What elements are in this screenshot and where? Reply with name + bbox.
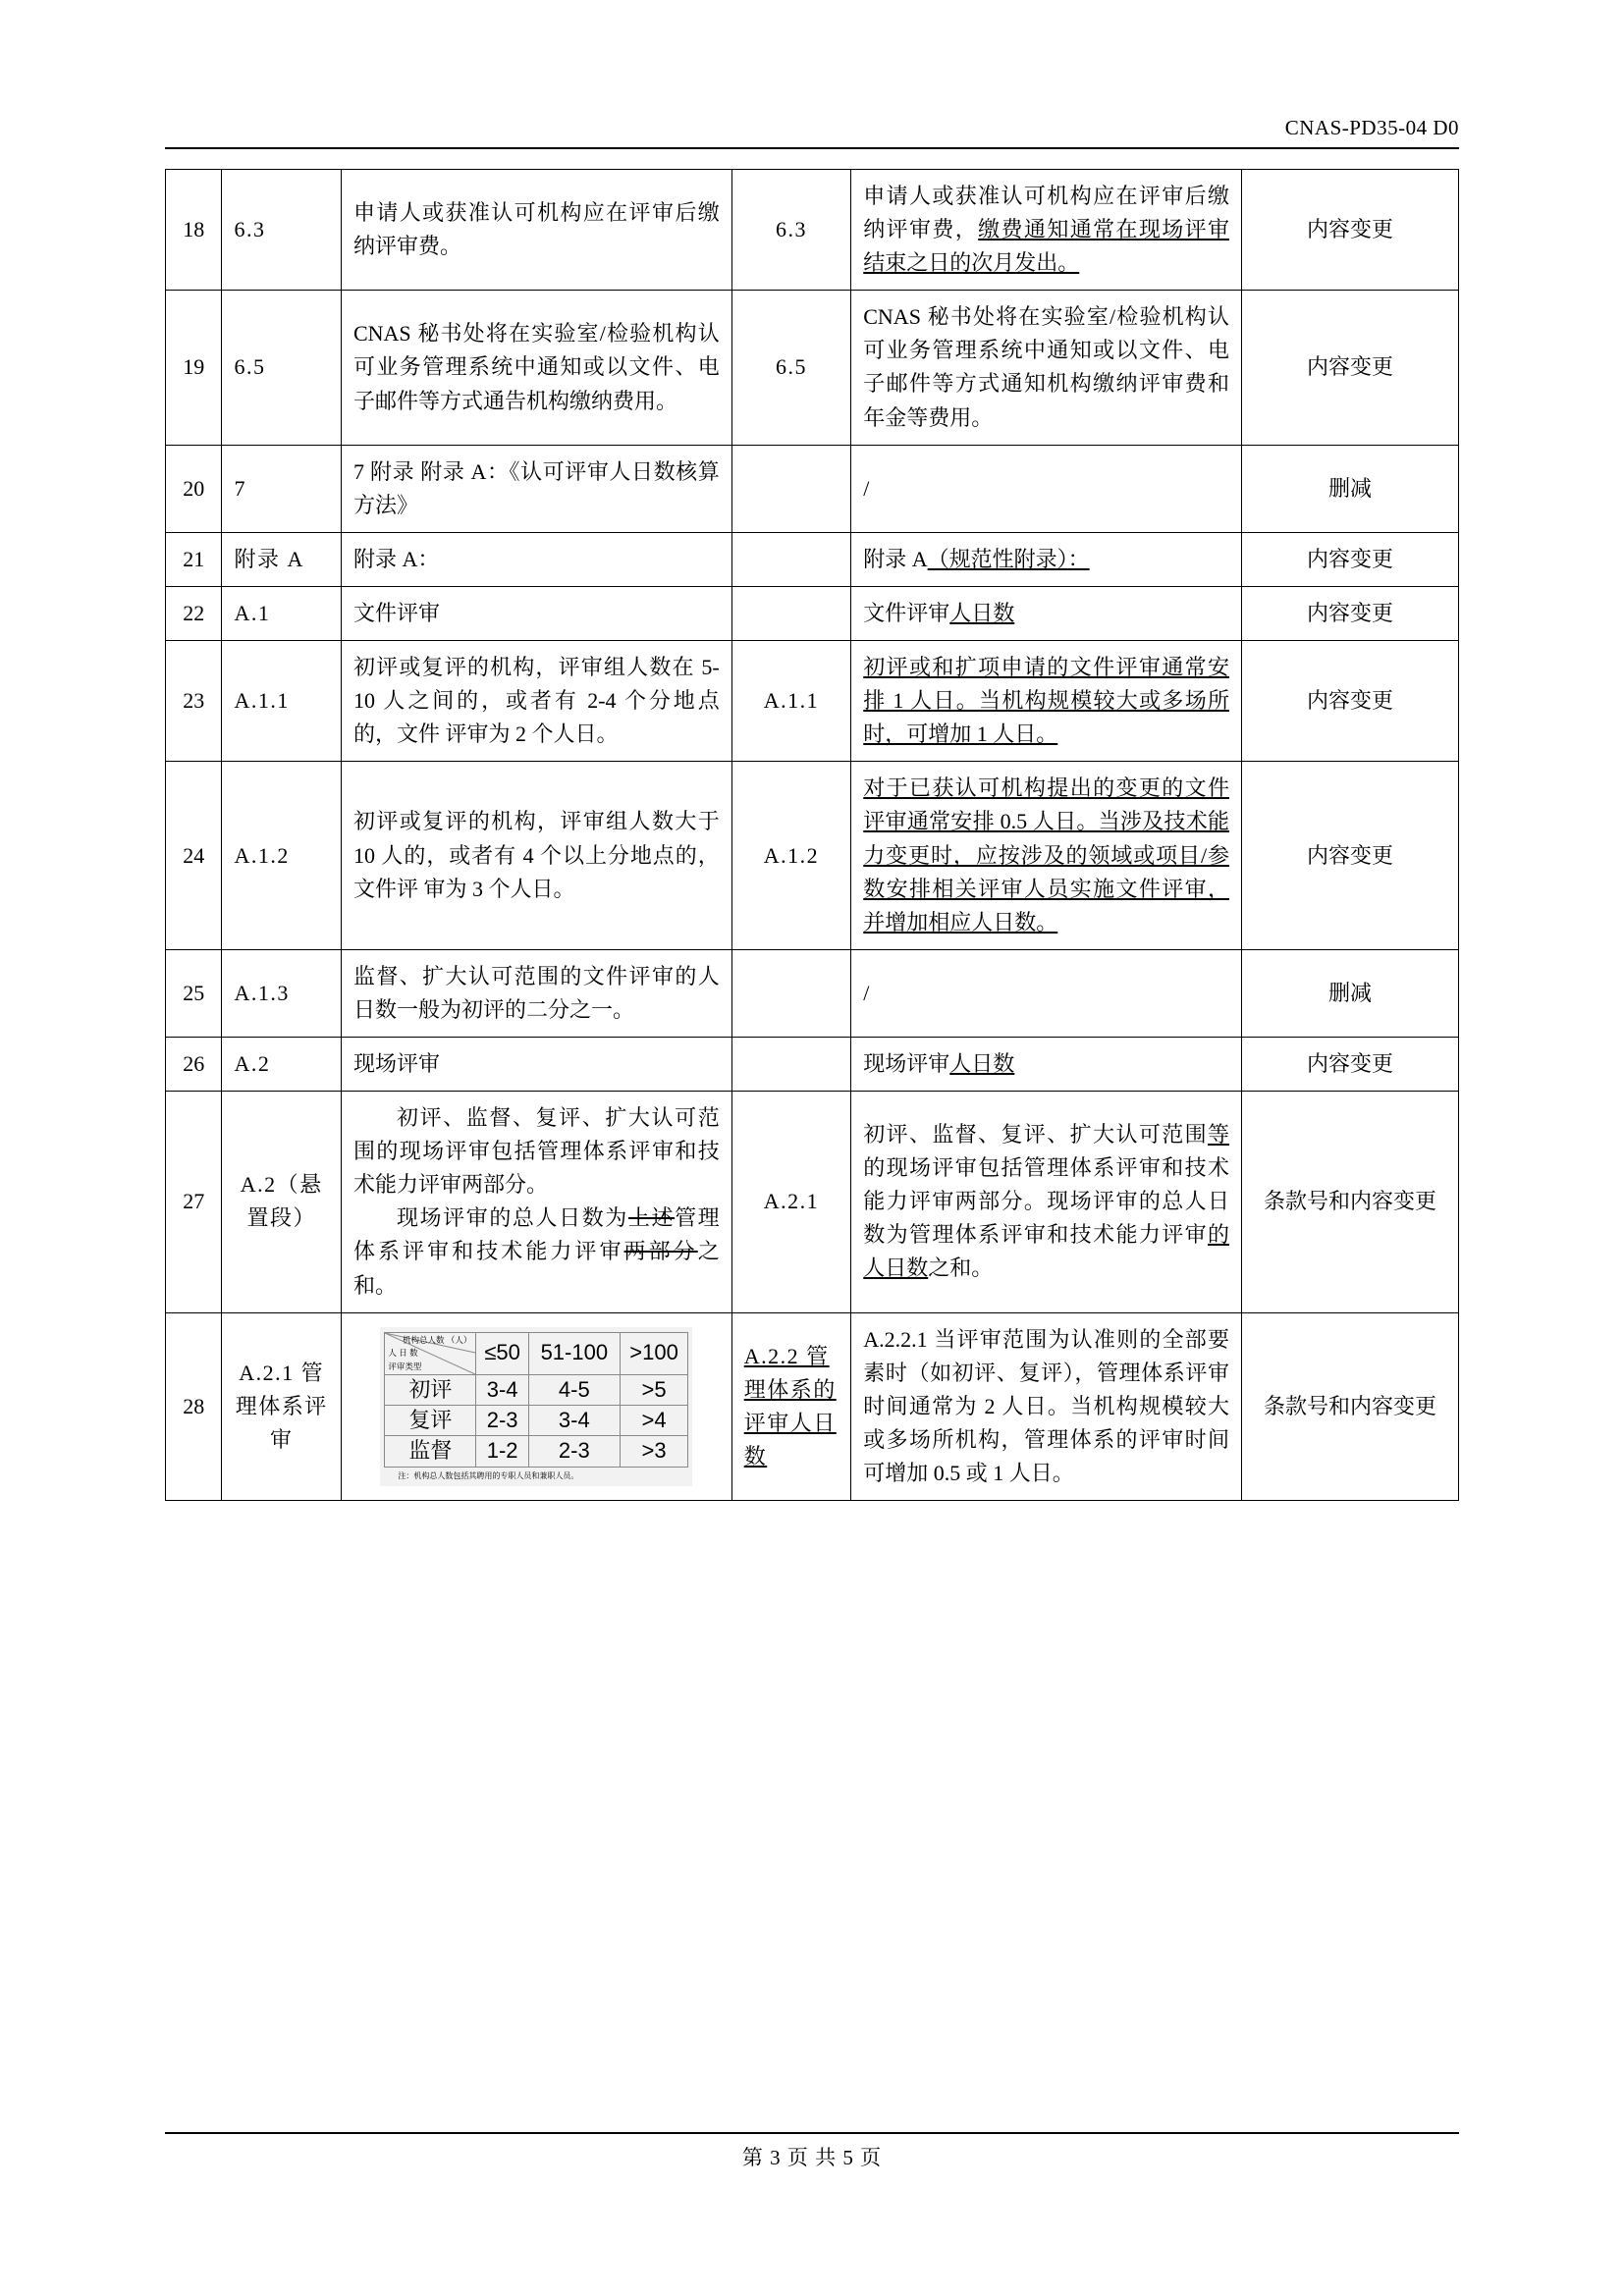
table-row: [166, 170, 1459, 291]
row-number: 27: [166, 1092, 222, 1313]
old-clause: 附录 A: [222, 532, 342, 586]
figure-row-label: 监督: [385, 1436, 476, 1467]
old-clause: 7: [222, 445, 342, 532]
figure-cell: 2-3: [528, 1436, 620, 1467]
new-text: CNAS 秘书处将在实验室/检验机构认可业务管理系统中通知或以文件、电子邮件等方式通知机构缴纳评审费和年金等费用。: [851, 291, 1242, 445]
figure-cell: >5: [620, 1374, 688, 1405]
row-number: 25: [166, 949, 222, 1037]
figure-cell: 3-4: [476, 1374, 529, 1405]
figure-corner-bottom: 评审类型: [388, 1362, 422, 1372]
new-text: 对于已获认可机构提出的变更的文件评审通常安排 0.5 人日。当涉及技术能力变更时，应按涉及的领域或项目/参数安排相关评审人员实施文件评审，并增加相应人日数。: [851, 762, 1242, 949]
row-number: 24: [166, 762, 222, 949]
table-row: [166, 641, 1459, 762]
revision-table: [165, 169, 1459, 1501]
old-text: 初评、监督、复评、扩大认可范围的现场评审包括管理体系评审和技术能力评审两部分。 现场评审的总人日数为上述管理体系评审和技术能力评审两部分之和。: [341, 1092, 731, 1313]
figure-corner-top: 机构总人数 （人）: [402, 1334, 472, 1345]
new-text: 文件评审人日数: [851, 586, 1242, 640]
row-number: 26: [166, 1037, 222, 1091]
new-clause: A.1.1: [731, 641, 851, 762]
figure-col-header: 51-100: [528, 1332, 620, 1374]
change-type: 内容变更: [1242, 1037, 1459, 1091]
page-footer: 第 3 页 共 5 页: [741, 2146, 883, 2169]
new-clause: A.2.1: [731, 1092, 851, 1313]
change-type: 删减: [1242, 445, 1459, 532]
table-row: [166, 762, 1459, 949]
figure-row-label: 复评: [385, 1405, 476, 1435]
figure-cell: 2-3: [476, 1405, 529, 1435]
old-clause: A.1.2: [222, 762, 342, 949]
row-number: 18: [166, 170, 222, 291]
header-divider: [165, 147, 1459, 149]
change-type: 内容变更: [1242, 586, 1459, 640]
figure-row: [385, 1436, 688, 1467]
old-clause: 6.3: [222, 170, 342, 291]
new-clause: [731, 532, 851, 586]
figure-cell: 1-2: [476, 1436, 529, 1467]
old-text: 文件评审: [341, 586, 731, 640]
old-text: 7 附录 附录 A：《认可评审人日数核算方法》: [341, 445, 731, 532]
old-clause: A.2.1 管理体系评审: [222, 1312, 342, 1500]
old-text: 监督、扩大认可范围的文件评审的人日数一般为初评的二分之一。: [341, 949, 731, 1037]
old-text: 初评或复评的机构，评审组人数大于 10 人的，或者有 4 个以上分地点的，文件评 审为 3 个人日。: [341, 762, 731, 949]
new-text: A.2.2.1 当评审范围为认准则的全部要素时（如初评、复评），管理体系评审时间通常为 2 人日。当机构规模较大或多场所机构，管理体系的评审时间可增加 0.5 或 1 人日。: [851, 1312, 1242, 1500]
change-type: 条款号和内容变更: [1242, 1312, 1459, 1500]
figure-col-header: ≤50: [476, 1332, 529, 1374]
row-number: 23: [166, 641, 222, 762]
change-type: 内容变更: [1242, 532, 1459, 586]
change-type: 内容变更: [1242, 291, 1459, 445]
new-text: /: [851, 445, 1242, 532]
old-text: 初评或复评的机构，评审组人数在 5-10 人之间的，或者有 2-4 个分地点的，文件 评审为 2 个人日。: [341, 641, 731, 762]
figure-row: [385, 1405, 688, 1435]
footer-divider: [165, 2132, 1459, 2134]
figure-cell: 3-4: [528, 1405, 620, 1435]
change-type: 条款号和内容变更: [1242, 1092, 1459, 1313]
new-clause: [731, 949, 851, 1037]
row-number: 22: [166, 586, 222, 640]
row-number: 20: [166, 445, 222, 532]
new-clause: 6.3: [731, 170, 851, 291]
table-row: [166, 1037, 1459, 1091]
figure-corner-mid: 人 日 数: [388, 1347, 418, 1358]
figure-cell: >3: [620, 1436, 688, 1467]
table-row: [166, 1312, 1459, 1500]
table-row: [166, 445, 1459, 532]
figure-col-header: >100: [620, 1332, 688, 1374]
figure-note: 注：机构总人数包括其聘用的专职人员和兼职人员。: [398, 1470, 579, 1480]
old-text: 申请人或获准认可机构应在评审后缴纳评审费。: [341, 170, 731, 291]
old-clause: A.1: [222, 586, 342, 640]
person-day-figure-table: [384, 1332, 688, 1468]
new-text: /: [851, 949, 1242, 1037]
new-text: 申请人或获准认可机构应在评审后缴纳评审费，缴费通知通常在现场评审结束之日的次月发出。: [851, 170, 1242, 291]
old-clause: 6.5: [222, 291, 342, 445]
page-header: CNAS-PD35-04 D0: [1284, 116, 1459, 139]
new-text: 附录 A（规范性附录）：: [851, 532, 1242, 586]
figure-corner-cell: [385, 1332, 476, 1374]
change-type: 内容变更: [1242, 762, 1459, 949]
old-text-figure: [341, 1312, 731, 1500]
table-row: [166, 532, 1459, 586]
figure-row-label: 初评: [385, 1374, 476, 1405]
change-type: 内容变更: [1242, 641, 1459, 762]
old-clause: A.1.3: [222, 949, 342, 1037]
old-text: 现场评审: [341, 1037, 731, 1091]
old-text: 附录 A：: [341, 532, 731, 586]
new-clause: A.2.2 管理体系的评审人日数: [731, 1312, 851, 1500]
change-type: 内容变更: [1242, 170, 1459, 291]
old-clause: A.2: [222, 1037, 342, 1091]
table-row: [166, 949, 1459, 1037]
new-text: 现场评审人日数: [851, 1037, 1242, 1091]
figure-row: [385, 1374, 688, 1405]
old-clause: A.1.1: [222, 641, 342, 762]
new-clause: A.1.2: [731, 762, 851, 949]
table-row: [166, 586, 1459, 640]
old-text: CNAS 秘书处将在实验室/检验机构认可业务管理系统中通知或以文件、电子邮件等方式通告机构缴纳费用。: [341, 291, 731, 445]
new-clause: [731, 586, 851, 640]
figure-cell: >4: [620, 1405, 688, 1435]
row-number: 19: [166, 291, 222, 445]
change-type: 删减: [1242, 949, 1459, 1037]
new-text: 初评或和扩项申请的文件评审通常安排 1 人日。当机构规模较大或多场所时，可增加 1 人日。: [851, 641, 1242, 762]
row-number: 21: [166, 532, 222, 586]
old-clause: A.2（悬置段）: [222, 1092, 342, 1313]
new-text: 初评、监督、复评、扩大认可范围等的现场评审包括管理体系评审和技术能力评审两部分。现场评审的总人日数为管理体系评审和技术能力评审的人日数之和。: [851, 1092, 1242, 1313]
table-row: [166, 291, 1459, 445]
row-number: 28: [166, 1312, 222, 1500]
new-clause: [731, 445, 851, 532]
new-clause: [731, 1037, 851, 1091]
figure-cell: 4-5: [528, 1374, 620, 1405]
new-clause: 6.5: [731, 291, 851, 445]
table-row: [166, 1092, 1459, 1313]
